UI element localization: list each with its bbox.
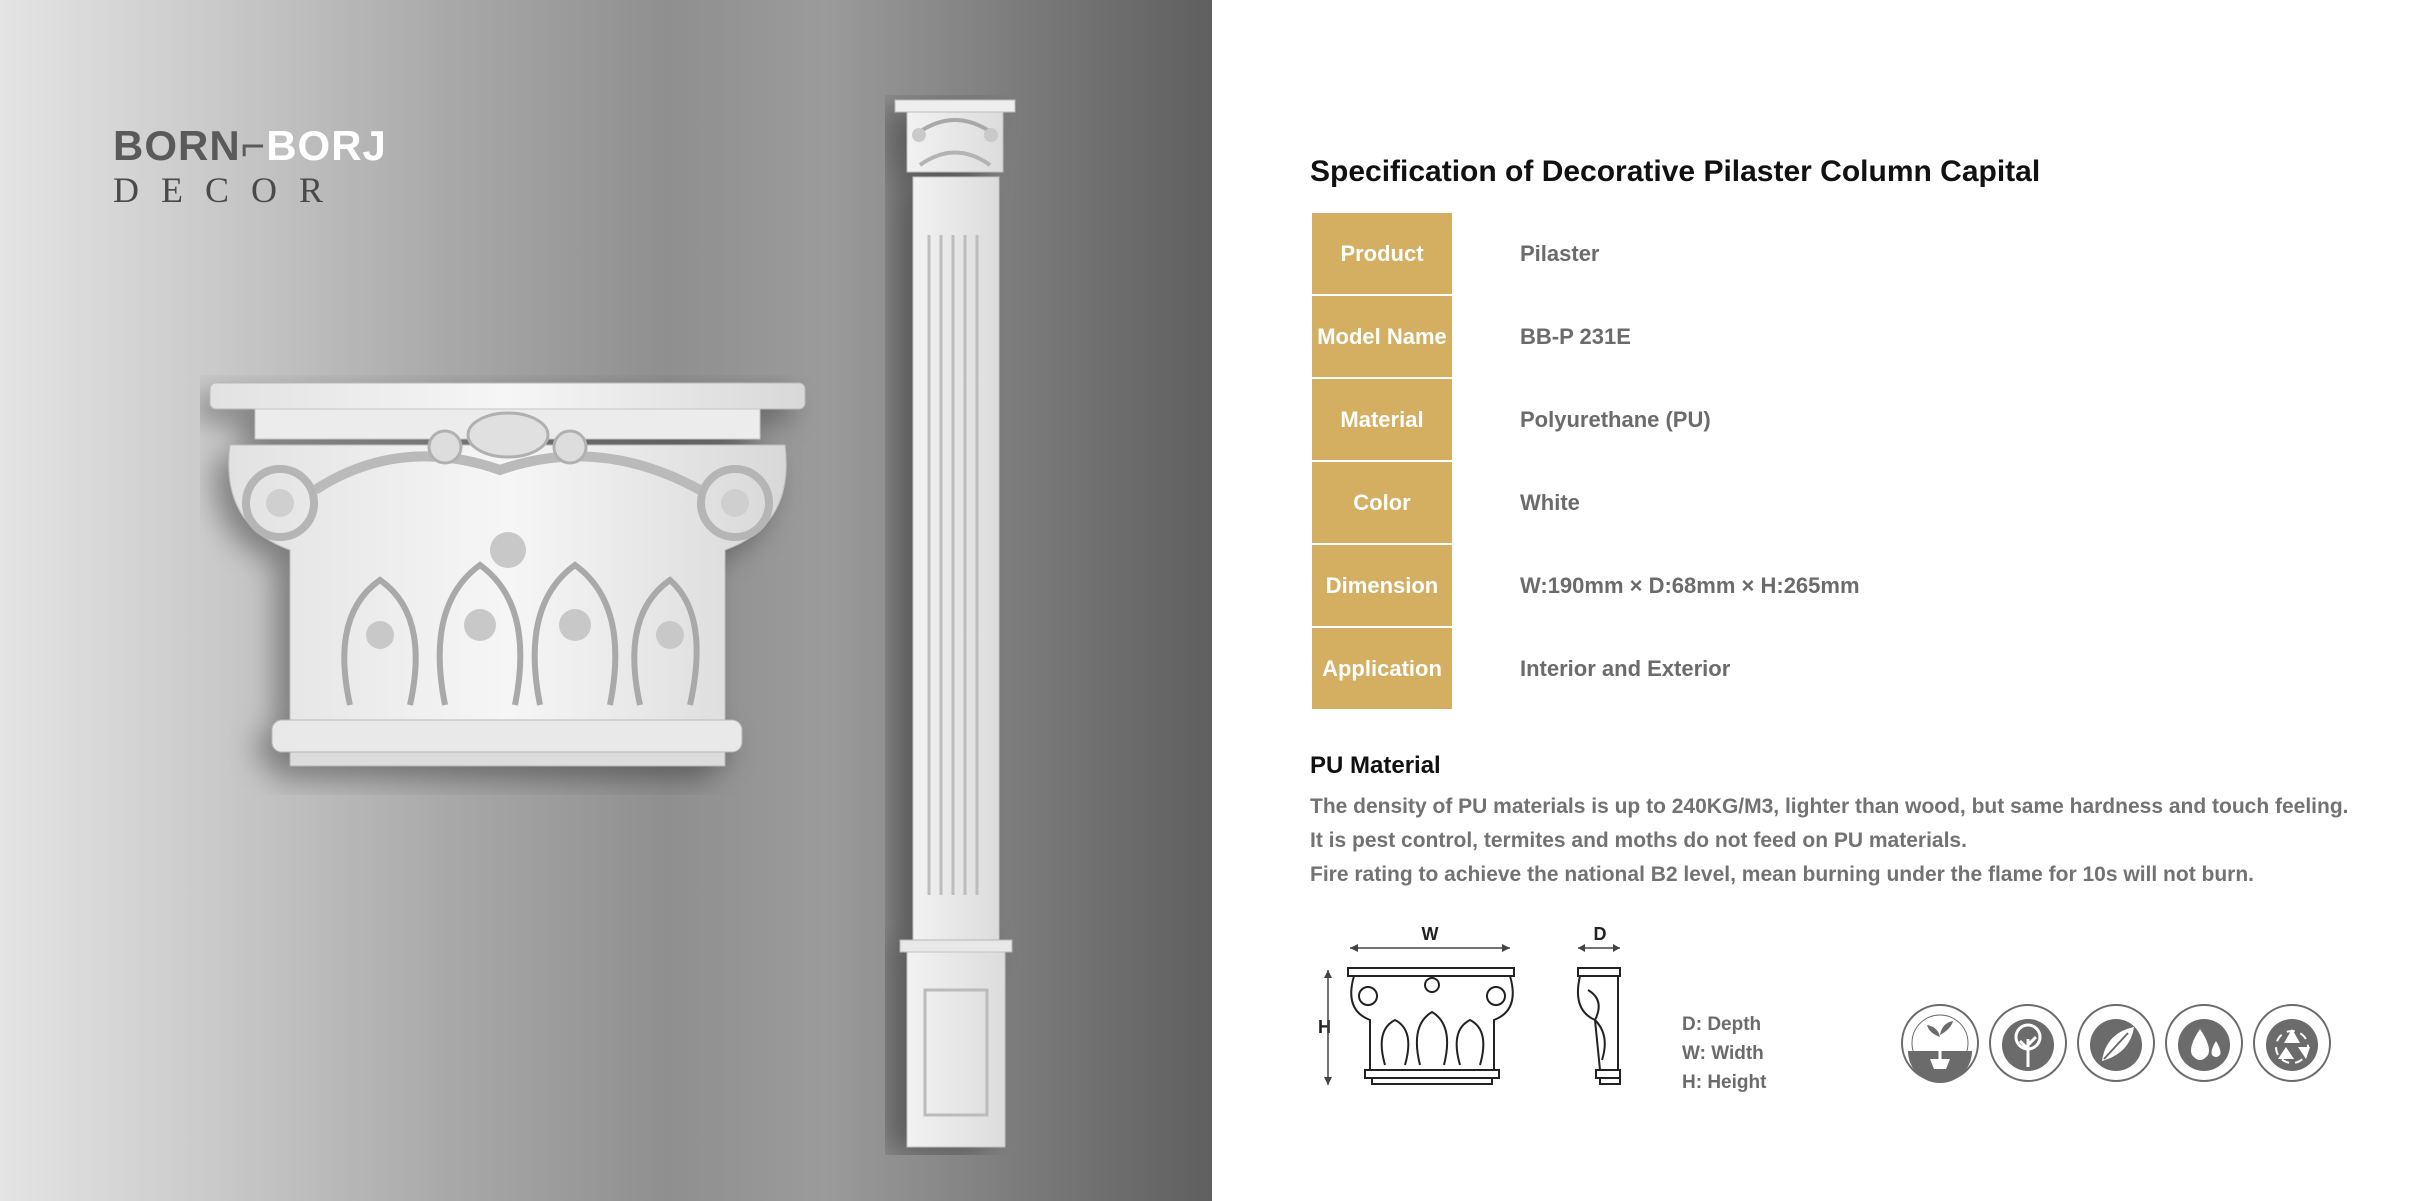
- spec-label: Dimension: [1312, 545, 1452, 626]
- logo-text-part1: BORN: [113, 122, 241, 169]
- capital-side-drawing: [1578, 968, 1620, 1084]
- pu-material-title: PU Material: [1310, 752, 1441, 779]
- spec-value: Polyurethane (PU): [1520, 406, 1711, 432]
- brand-logo: BORN⌐BORJ DECOR: [113, 122, 387, 210]
- spec-row-model-name: [1310, 295, 2010, 378]
- pu-line: Fire rating to achieve the national B2 level, mean burning under the flame for 10s will not burn.: [1310, 863, 2255, 886]
- pu-line: It is pest control, termites and moths do not feed on PU materials.: [1310, 829, 1967, 852]
- pilaster-photo: [885, 95, 1035, 1155]
- certification-icons: [1900, 1003, 2332, 1083]
- spec-row-product: [1310, 212, 2010, 295]
- capital-photo: [200, 375, 820, 795]
- formaldehyde-free-icon: [1900, 1003, 1980, 1083]
- spec-value: Interior and Exterior: [1520, 655, 1731, 681]
- pu-line: The density of PU materials is up to 240KG/M3, lighter than wood, but same hardness and touch feeling.: [1310, 795, 2349, 818]
- spec-title: Specification of Decorative Pilaster Column Capital: [1310, 155, 2041, 188]
- specification-panel: [1212, 0, 2423, 1201]
- dim-label-w: W: [1421, 924, 1439, 944]
- spec-row-material: [1310, 378, 2010, 461]
- logo-text-part2: BORJ: [266, 122, 387, 169]
- spec-label: Product: [1312, 213, 1452, 294]
- logo-subtext: DECOR: [113, 170, 346, 210]
- spec-value: Pilaster: [1520, 240, 1600, 266]
- dim-label-h: H: [1318, 1017, 1331, 1037]
- spec-row-dimension: [1310, 544, 2010, 627]
- spec-value: White: [1520, 489, 1580, 515]
- cfc-free-icon: [1988, 1003, 2068, 1083]
- spec-label: Material: [1312, 379, 1452, 460]
- spec-row-application: [1310, 627, 2010, 710]
- spec-table: [1310, 212, 2010, 710]
- legend-depth: D: Depth: [1682, 1014, 1762, 1035]
- capital-front-drawing: [1348, 968, 1514, 1084]
- dimension-legend: [1682, 1010, 1766, 1097]
- spec-row-color: [1310, 461, 2010, 544]
- spec-label: Application: [1312, 628, 1452, 709]
- legend-height: H: Height: [1682, 1072, 1767, 1093]
- hypoallergenic-icon: [2076, 1003, 2156, 1083]
- pu-material-description: [1310, 790, 2410, 892]
- spec-value: BB-P 231E: [1520, 323, 1631, 349]
- moisture-resistant-icon: [2164, 1003, 2244, 1083]
- legend-width: W: Width: [1682, 1043, 1764, 1064]
- biodegradable-icon: [2252, 1003, 2332, 1083]
- spec-value: W:190mm × D:68mm × H:265mm: [1520, 572, 1860, 598]
- spec-label: Model Name: [1312, 296, 1452, 377]
- spec-label: Color: [1312, 462, 1452, 543]
- dim-label-d: D: [1593, 924, 1607, 944]
